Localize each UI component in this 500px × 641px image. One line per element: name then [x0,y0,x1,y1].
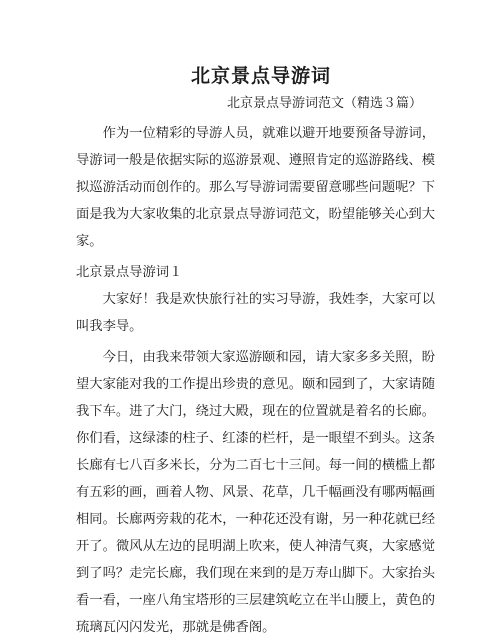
paragraph-greeting: 大家好！我是欢快旅行社的实习导游，我姓李，大家可以叫我李导。 [76,292,436,334]
intro-paragraph: 作为一位精彩的导游人员，就难以避开地要预备导游词，导游词一般是依据实际的巡游景观、遵照肯定的巡游路线、模拟巡游活动而创作的。那么写导游词需要留意哪些问题呢？下面是我为大家收集的北京景点导游词范文，盼望能够关心到大家。 [76,126,436,249]
document-subtitle: 北京景点导游词范文（精选３篇） [226,96,422,111]
document-title: 北京景点导游词 [190,65,331,87]
section-heading: 北京景点导游词１ [76,265,183,280]
document-page [0,62,500,635]
paragraph-tour: 今日，由我来带领大家巡游颐和园，请大家多多关照，盼望大家能对我的工作提出珍贵的意见。颐和园到了，大家请随我下车。进了大门，绕过大殿，现在的位置就是着名的长廊。你们看，这绿漆的柱子、红漆的栏杆，是一眼望不到头。这条长廊有七八百多米长，分为二百七十三间。每一间的横槛上都有五彩的画，画着人物、风景、花草，几千幅画没有哪两幅画相同。长廊两旁栽的花木，一种花还没有谢，另一种花就已经开了。微风从左边的昆明湖上吹来，使人神清气爽，大家感觉到了吗？走完长廊，我们现在来到的是万寿山脚下。大家抬头看一看，一座八角宝塔形的三层建筑屹立在半山腰上，黄色的琉璃瓦闪闪发光，那就是佛香阁。 [76,350,436,635]
